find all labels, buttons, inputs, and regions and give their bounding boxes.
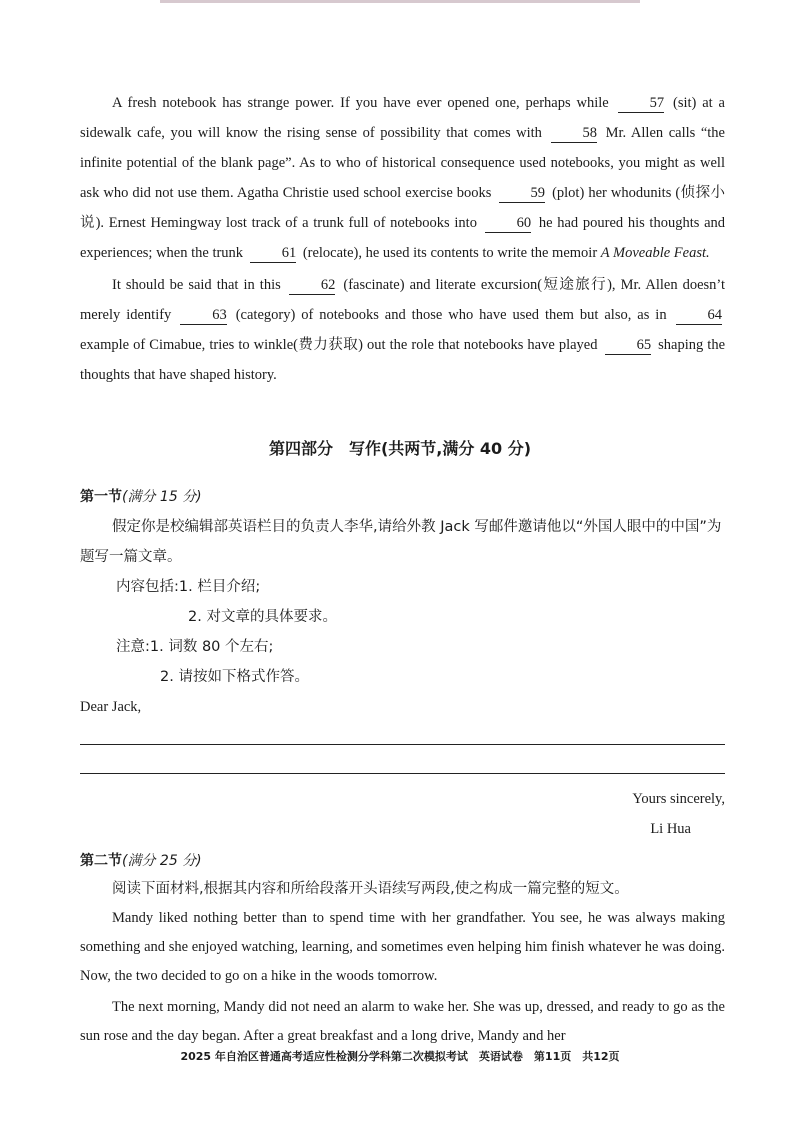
page-footer: 2025 年自治区普通高考适应性检测分学科第二次模拟考试 英语试卷 第11页 共12页: [180, 1050, 620, 1063]
part1-instruction: 假定你是校编辑部英语栏目的负责人李华,请给外教 Jack 写邮件邀请他以“外国人眼中的中国”为题写一篇文章。: [80, 519, 722, 565]
blank-63: 63: [180, 306, 227, 325]
salutation: Dear Jack,: [80, 699, 142, 715]
part1-heading: [80, 486, 725, 506]
blank-64: 64: [676, 306, 723, 325]
passage-text: It should be said that in this: [112, 277, 281, 293]
passage-paragraph-2: [80, 270, 725, 390]
part1-content-1: 内容包括:1. 栏目介绍;: [116, 579, 261, 595]
blank-60: 60: [485, 214, 532, 233]
top-edge-strip: [160, 0, 640, 3]
blank-59: 59: [499, 184, 546, 203]
passage-text: (category) of notebooks and those who have used them but also, as in: [235, 307, 667, 323]
cloze-passage: [80, 88, 725, 392]
blank-61: 61: [250, 244, 297, 263]
part2-heading-label: 第二节: [80, 853, 122, 869]
passage-text: (fascinate) and literate excursion(短途旅行), Mr. Allen doesn’t merely identify: [80, 277, 726, 323]
part1-score: (满分 15 分): [122, 489, 202, 505]
passage-text: shaping the thoughts that have shaped history.: [80, 337, 726, 383]
writing-section: [80, 486, 725, 1053]
part1-heading-label: 第一节: [80, 489, 122, 505]
blank-58: 58: [551, 124, 598, 143]
passage-text: example of Cimabue, tries to winkle(费力获取) out the role that notebooks have played: [80, 337, 598, 353]
part1-note-2: 2. 请按如下格式作答。: [160, 669, 309, 685]
signature: Li Hua: [650, 821, 691, 837]
blank-65: 65: [605, 336, 652, 355]
part2-heading: [80, 850, 725, 870]
section-title: 第四部分 写作(共两节,满分 40 分): [268, 439, 532, 458]
closing: Yours sincerely,: [632, 791, 725, 807]
story-text: [80, 904, 725, 1051]
blank-62: 62: [289, 276, 336, 295]
story-paragraph-1: Mandy liked nothing better than to spend time with her grandfather. You see, he was always making something and she enjoyed watching, learning, and sometimes even helping him finish whatever he was doing. Now, the two decided to go on a hike in the woods tomorrow.: [80, 910, 725, 984]
story-paragraph-2: The next morning, Mandy did not need an alarm to wake her. She was up, dressed, and ready to go as the sun rose and the day began. After a great breakfast and a long drive, Mandy and her: [80, 999, 725, 1044]
passage-text: (plot) her whodunits (侦探小说). Ernest Hemingway lost track of a trunk full of notebooks into: [80, 185, 726, 231]
part2-instruction: 阅读下面材料,根据其内容和所给段落开头语续写两段,使之构成一篇完整的短文。: [112, 881, 629, 897]
book-title: A Moveable Feast.: [600, 245, 710, 261]
part2-score: (满分 25 分): [122, 853, 202, 869]
part1-content-2: 2. 对文章的具体要求。: [188, 609, 337, 625]
passage-text: (sit) at a sidewalk cafe, you will know the rising sense of possibility that comes with: [80, 95, 725, 141]
blank-57: 57: [618, 94, 665, 113]
passage-paragraph-1: [80, 88, 725, 268]
passage-text: he had poured his thoughts and experiences; when the trunk: [80, 215, 726, 261]
passage-text: A fresh notebook has strange power. If you have ever opened one, perhaps while: [112, 95, 609, 111]
part1-note-1: 注意:1. 词数 80 个左右;: [116, 639, 274, 655]
passage-text: (relocate), he used its contents to write the memoir: [302, 245, 598, 261]
passage-text: Mr. Allen calls “the infinite potential of the blank page”. As to who of historical consequence used notebooks, you might as well ask who did not use them. Agatha Christie used school exercise books: [80, 125, 725, 201]
